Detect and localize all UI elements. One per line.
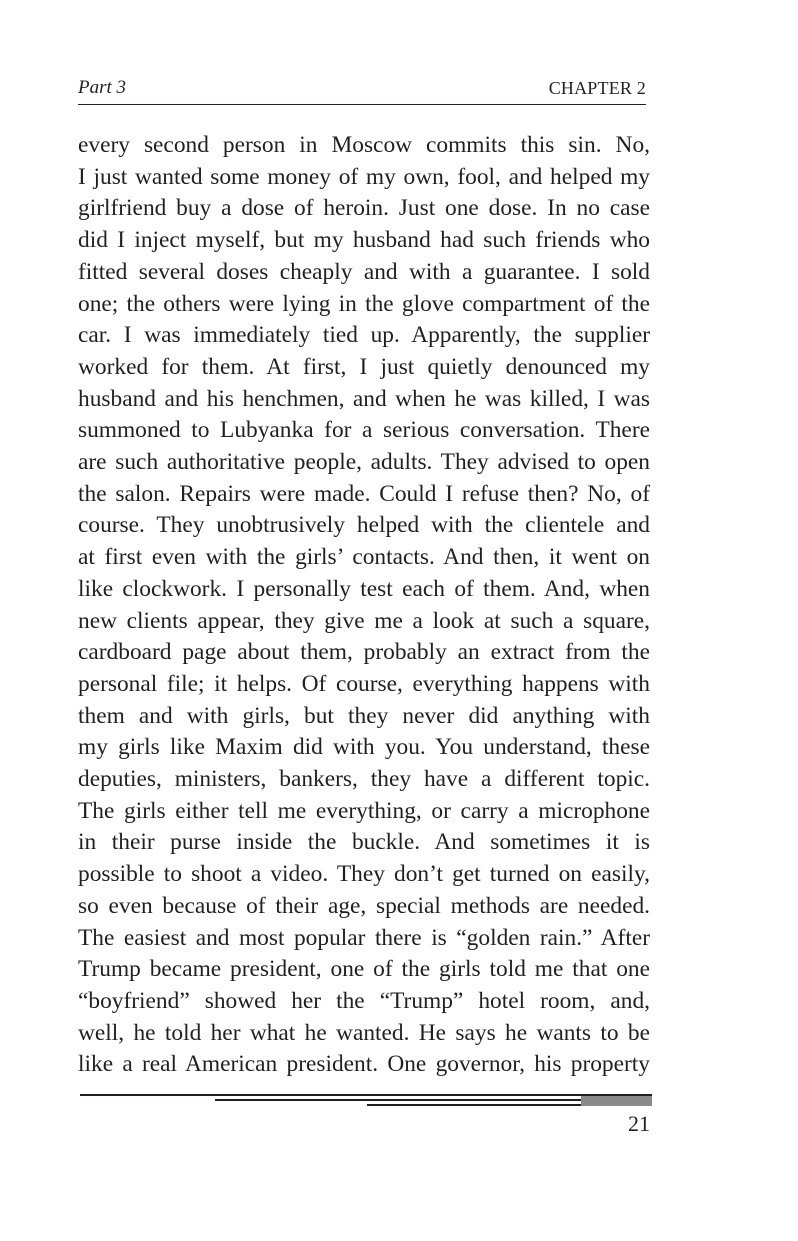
- text-line: possible to shoot a video. They don’t get turned on easily,: [78, 861, 650, 888]
- text-line: at first even with the girls’ contacts. And then, it went on: [78, 544, 650, 571]
- text-line: summoned to Lubyanka for a serious conversation. There: [78, 417, 650, 444]
- text-line: them and with girls, but they never did anything with: [78, 702, 650, 729]
- text-line: worked for them. At first, I just quietly denounced my: [78, 353, 650, 380]
- text-line: in their purse inside the buckle. And sometimes it is: [78, 829, 650, 856]
- text-line: course. They unobtrusively helped with the clientele and: [78, 512, 650, 539]
- part-label: Part 3: [78, 77, 127, 98]
- header-rule: [78, 104, 646, 105]
- text-line: new clients appear, they give me a look at such a square,: [78, 607, 650, 634]
- text-line: so even because of their age, special methods are needed.: [78, 892, 650, 919]
- text-line: I just wanted some money of my own, fool, and helped my: [78, 163, 650, 190]
- text-line: personal file; it helps. Of course, everything happens with: [78, 670, 650, 697]
- page-number: 21: [628, 1111, 650, 1136]
- footer-rule-1: [80, 1094, 652, 1096]
- text-line: Trump became president, one of the girls told me that one: [78, 956, 650, 983]
- text-line: cardboard page about them, probably an extract from the: [78, 639, 650, 666]
- text-line: husband and his henchmen, and when he was killed, I was: [78, 385, 650, 412]
- text-line: like a real American president. One governor, his property: [78, 1051, 650, 1078]
- body-text: [78, 130, 650, 1081]
- text-line: well, he told her what he wanted. He says he wants to be: [78, 1019, 650, 1046]
- text-line: deputies, ministers, bankers, they have a different topic.: [78, 766, 650, 793]
- text-line: The easiest and most popular there is “golden rain.” After: [78, 924, 650, 951]
- text-line: every second person in Moscow commits this sin. No,: [78, 132, 650, 158]
- text-line: one; the others were lying in the glove compartment of the: [78, 290, 650, 317]
- chapter-label: CHAPTER 2: [548, 78, 646, 98]
- footer-gray-block: [581, 1096, 652, 1106]
- text-line: fitted several doses cheaply and with a guarantee. I sold: [78, 258, 650, 285]
- running-header: [78, 76, 646, 100]
- text-line: are such authoritative people, adults. They advised to open: [78, 449, 650, 476]
- text-line: did I inject myself, but my husband had such friends who: [78, 227, 650, 254]
- text-line: the salon. Repairs were made. Could I refuse then? No, of: [78, 480, 650, 507]
- text-line: The girls either tell me everything, or carry a microphone: [78, 797, 650, 824]
- text-line: like clockwork. I personally test each of them. And, when: [78, 575, 650, 602]
- text-line: girlfriend buy a dose of heroin. Just one dose. In no case: [78, 195, 650, 222]
- text-line: my girls like Maxim did with you. You understand, these: [78, 734, 650, 761]
- text-line: car. I was immediately tied up. Apparently, the supplier: [78, 322, 650, 349]
- text-line: “boyfriend” showed her the “Trump” hotel room, and,: [78, 987, 650, 1014]
